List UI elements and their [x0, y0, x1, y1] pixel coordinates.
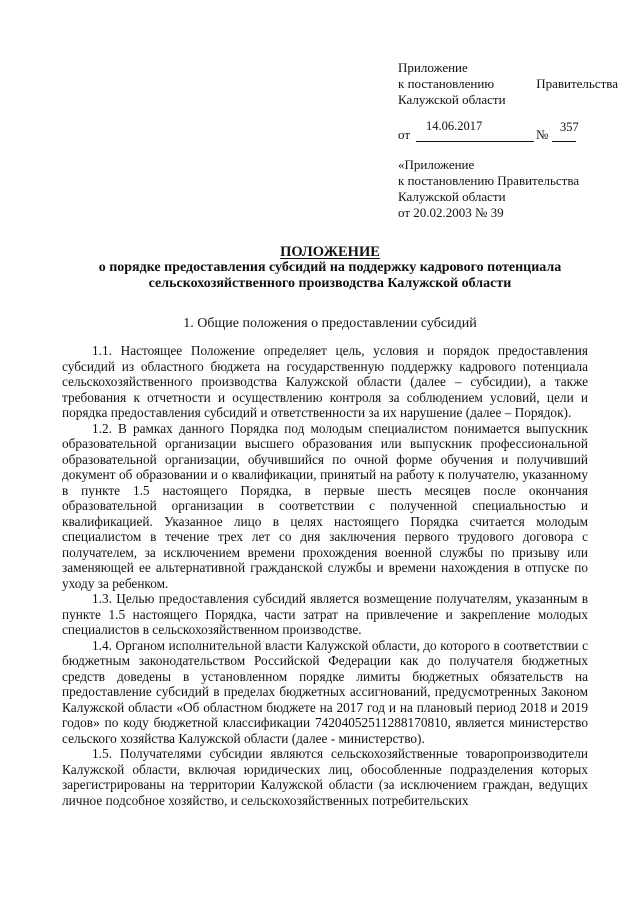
- appendix-line2: [398, 76, 618, 92]
- paragraph-1-4: 1.4. Органом исполнительной власти Калужской области, до которого в соответствии с бюджетным законодательством Российской Федерации как до получателя бюджетных средств доведены в установленном порядке лимиты бюджетных обязательств на предоставление субсидий в пределах бюджетных ассигнований, предусмотренных Законом Калужской области «Об областном бюджете на 2017 год и на плановый период 2018 и 2019 годов» по коду бюджетной классификации 74204052511288170810, является министерство сельского хозяйства Калужской области (далее - министерство).: [62, 637, 588, 746]
- prev-appendix-line4: от 20.02.2003 № 39: [398, 205, 504, 220]
- paragraph-1-1: 1.1. Настоящее Положение определяет цель, условия и порядок предоставления субсидий из областного бюджета на государственную поддержку кадрового потенциала сельскохозяйственного производства Калужской области (далее – субсидии), а также требования к отчетности и осуществлению контроля за соблюдением условий, цели и порядка предоставления субсидий и ответственности за их нарушение (далее – Порядок).: [62, 343, 588, 420]
- previous-appendix-header: [398, 157, 618, 221]
- date-underline: [416, 141, 534, 142]
- paragraph-1-2: 1.2. В рамках данного Порядка под молодым специалистом понимается выпускник образовательной организации высшего образования или выпускник профессиональной образовательной организации, обучившийся по очной форме обучения и получивший документ об образовании и о квалификации, принятый на работу к получателю, указанному в пункте 1.5 настоящего Порядка, в первые шесть месяцев после окончания образовательной организации в соответствии с полученной специальностью и квалификацией. Указанное лицо в целях настоящего Порядка считается молодым специалистом в течение трех лет со дня заключения первого трудового договора с получателем, за исключением времени прохождения военной службы по призыву или заменяющей ее альтернативной гражданской службы и времени нахождения в отпуске по уходу за ребенком.: [62, 420, 588, 591]
- paragraph-1-3: 1.3. Целью предоставления субсидий является возмещение получателям, указанным в пункте 1.5 настоящего Порядка, части затрат на привлечение и закрепление молодых специалистов в сельскохозяйственном производстве.: [62, 591, 588, 637]
- title-line2: о порядке предоставления субсидий на поддержку кадрового потенциала: [98, 260, 562, 275]
- document-body: [62, 343, 588, 808]
- section-heading: 1. Общие положения о предоставлении субсидий: [183, 316, 477, 331]
- appendix-line1: Приложение: [398, 60, 468, 75]
- title-main: ПОЛОЖЕНИЕ: [280, 244, 380, 260]
- prev-appendix-line1: «Приложение: [398, 157, 475, 172]
- appendix-line3: Калужской области: [398, 92, 506, 107]
- appendix-header: [398, 60, 618, 108]
- paragraph-1-5: 1.5. Получателями субсидии являются сельскохозяйственные товаропроизводители Калужской области, включая юридических лиц, обособленные подразделения которых зарегистрированы на территории Калужской области (за исключением граждан, ведущих личное подсобное хозяйство, и сельскохозяйственных потребительских: [62, 746, 588, 808]
- number-label: №: [536, 127, 549, 142]
- document-title: [50, 244, 610, 292]
- ot-label: от: [398, 127, 411, 142]
- resolution-date: 14.06.2017: [426, 119, 483, 133]
- appendix-line2-b: Правительства: [536, 76, 618, 91]
- appendix-line2-a: к постановлению: [398, 76, 495, 91]
- resolution-date-number: [398, 119, 598, 141]
- prev-appendix-line2: к постановлению Правительства: [398, 173, 580, 188]
- title-line3: сельскохозяйственного производства Калужской области: [148, 276, 512, 291]
- resolution-number: 357: [560, 120, 579, 134]
- prev-appendix-line3: Калужской области: [398, 189, 506, 204]
- number-underline: [552, 141, 576, 142]
